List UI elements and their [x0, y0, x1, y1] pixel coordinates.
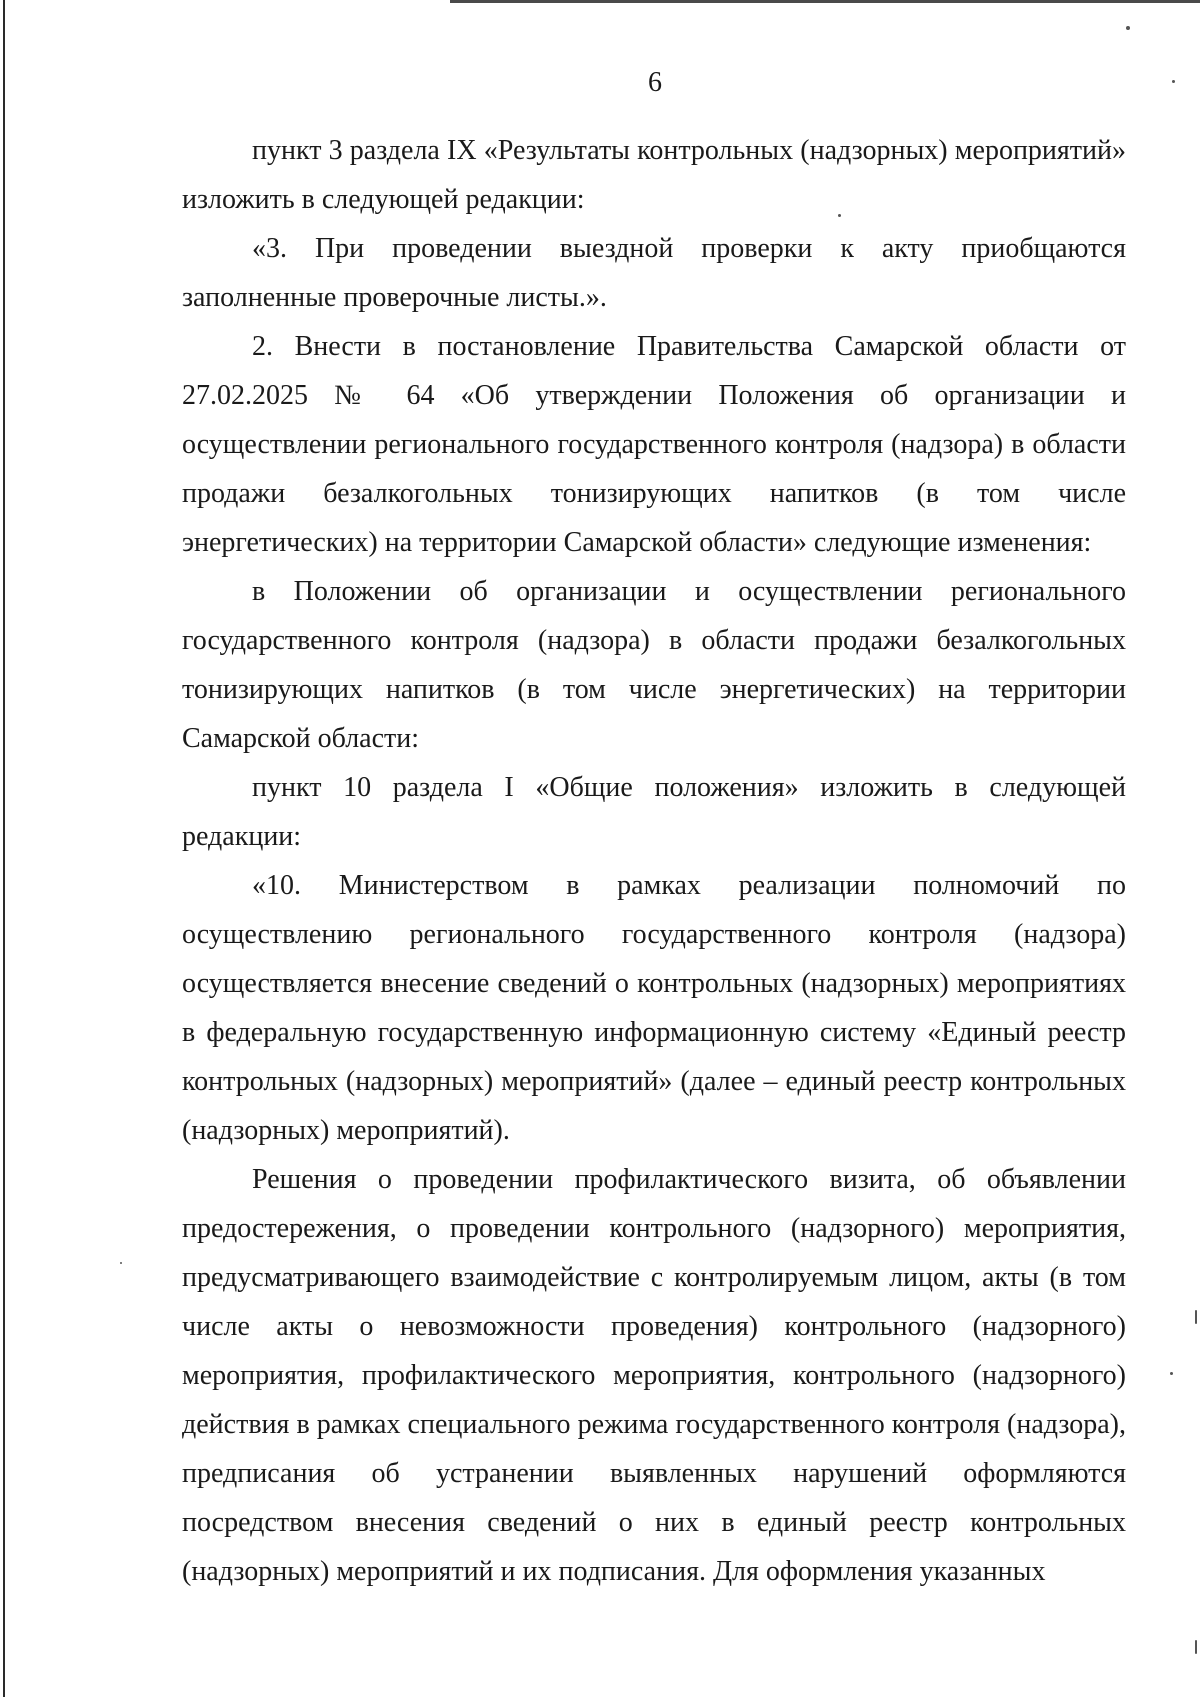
paragraph-decisions: Решения о проведении профилактического визита, об объявлении предостережения, о проведении контрольного (надзорного) мероприятия, предусматривающего взаимодействие с контролируемым лицом, акты (в том числе акты о невозможности проведения) контрольного (надзорного) мероприятия, профилактического мероприятия, контрольного (надзорного) действия в рамках специального режима государственного контроля (надзора), предписания об устранении выявленных нарушений оформляются посредством внесения сведений о них в единый реестр контрольных (надзорных) мероприятий и их подписания. Для оформления указанных — [182, 1164, 1126, 1587]
scan-speck — [838, 214, 841, 217]
scan-speck — [1170, 1372, 1173, 1375]
paragraph-item-3-section-9: пункт 3 раздела IX «Результаты контрольных (надзорных) мероприятий» изложить в следующей редакции: — [182, 135, 1126, 215]
scan-top-edge — [450, 0, 1200, 3]
scan-left-edge — [3, 0, 5, 1697]
document-body — [182, 126, 1126, 1596]
scan-speck — [1195, 1640, 1197, 1654]
paragraph-amendment-2: 2. Внести в постановление Правительства Самарской области от 27.02.2025 № 64 «Об утверждении Положения об организации и осуществлении регионального государственного контроля (надзора) в области продажи безалкогольных тонизирующих напитков (в том числе энергетических) на территории Самарской области» следующие изменения: — [182, 331, 1126, 558]
paragraph-quote-10: «10. Министерством в рамках реализации полномочий по осуществлению регионального государственного контроля (надзора) осуществляется внесение сведений о контрольных (надзорных) мероприятиях в федеральную государственную информационную систему «Единый реестр контрольных (надзорных) мероприятий» (далее – единый реестр контрольных (надзорных) мероприятий). — [182, 870, 1126, 1146]
page-number: 6 — [648, 67, 662, 98]
scan-speck — [1126, 26, 1130, 30]
paragraph-item-10-section-1: пункт 10 раздела I «Общие положения» изложить в следующей редакции: — [182, 772, 1126, 852]
paragraph-quote-3: «3. При проведении выездной проверки к акту приобщаются заполненные проверочные листы.». — [182, 233, 1126, 313]
scan-speck — [120, 1262, 122, 1264]
scan-speck — [1172, 80, 1175, 83]
scan-speck — [1195, 1310, 1197, 1324]
paragraph-regulation-title: в Положении об организации и осуществлении регионального государственного контроля (надзора) в области продажи безалкогольных тонизирующих напитков (в том числе энергетических) на территории Самарской области: — [182, 576, 1126, 754]
